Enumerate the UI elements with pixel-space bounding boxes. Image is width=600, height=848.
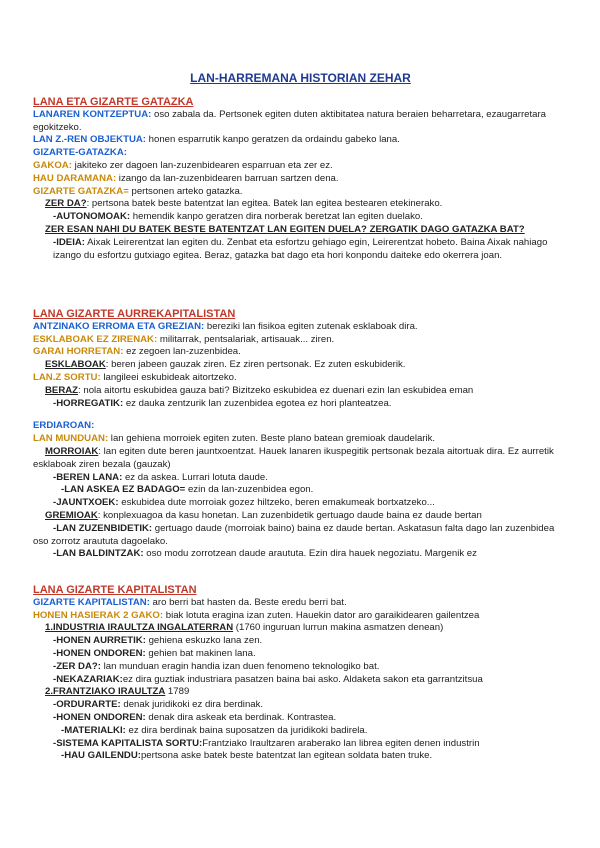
text: biak lotuta eragina izan zuten. Hauekin dator aro garaikidearen gailentzea — [163, 609, 480, 621]
text: oso modu zorrotzean daude araututa. Ezin dira hauek negoziatu. Margenik ez — [143, 548, 477, 560]
paragraph — [33, 738, 568, 751]
text: militarrak, pentsalariak, artisauak... ziren. — [157, 333, 335, 345]
term: -JAUNTXOEK: — [53, 497, 119, 509]
text: oso zabala da. Pertsonek egiten duten aktibitatea natura beraien beharretara, ezaugarretara egokitzeko. — [33, 108, 547, 133]
text: pertsona aske batek beste batentzat lan egitean soldata baten truke. — [140, 750, 433, 762]
term: LAN.Z SORTU: — [33, 371, 101, 383]
text: : nola aitortu eskubidea gauza bati? Bizitzeko eskubidea ez duenari ezin lan eskubidea eman — [78, 384, 474, 396]
paragraph — [33, 237, 568, 263]
paragraph — [33, 420, 568, 433]
text: honen esparrutik kanpo geratzen da ordaindu gabeko lana. — [146, 134, 400, 146]
paragraph — [33, 699, 568, 712]
text: gertuago daude (morroiak baino) baina ez daude bertan. Askatasun falta dago lan zuzenbidea oso zorrotz araututa dagoelako. — [33, 522, 555, 547]
term: GIZARTE-GATAZKA: — [33, 147, 127, 159]
term: -SISTEMA KAPITALISTA SORTU: — [53, 737, 203, 749]
text: ez da askea. Lurrari lotuta daude. — [122, 471, 268, 483]
term: GIZARTE KAPITALISTAN: — [33, 596, 150, 608]
text: : beren jabeen gauzak ziren. Ez ziren pertsonak. Ez zuten eskubiderik. — [105, 359, 406, 371]
section-heading: LANA GIZARTE AURREKAPITALISTAN — [33, 308, 236, 320]
term: MORROIAK — [45, 445, 99, 457]
question: ZER ESAN NAHI DU BATEK BESTE BATENTZAT LAN EGITEN DUELA? ZERGATIK DAGO GATAZKA BAT? — [45, 223, 525, 235]
paragraph — [33, 198, 568, 211]
paragraph — [33, 635, 568, 648]
term: BERAZ — [45, 384, 79, 396]
term: -ZER DA?: — [53, 660, 101, 672]
paragraph — [33, 385, 568, 398]
term: ZER DA? — [45, 198, 87, 210]
text: : konplexuagoa da kasu honetan. Lan zuzenbidetik gertuago daude baina ez daude bertan — [97, 509, 482, 521]
paragraph — [33, 372, 568, 385]
paragraph — [33, 334, 568, 347]
paragraph — [33, 674, 568, 687]
section-lana-eta-gizarte-gatazka — [33, 96, 568, 262]
term: LANAREN KONTZEPTUA: — [33, 108, 152, 120]
term: -HONEN ONDOREN: — [53, 711, 146, 723]
term: -HORREGATIK: — [53, 397, 124, 409]
paragraph — [33, 497, 568, 510]
term: -LAN ZUZENBIDETIK: — [53, 522, 153, 534]
text: bereziki lan fisikoa egiten zutenak esklaboak dira. — [204, 320, 418, 332]
paragraph — [33, 510, 568, 523]
term: GREMIOAK — [45, 509, 98, 521]
term: -NEKAZARIAK: — [53, 673, 123, 685]
paragraph — [33, 186, 568, 199]
paragraph — [33, 597, 568, 610]
term: -HONEN ONDOREN: — [53, 647, 146, 659]
paragraph — [33, 648, 568, 661]
text: Aixak Leirerentzat lan egiten du. Zenbat eta esfortzu gehiago egin, Leirerentzat hobeto. Baina Aixak nahiago izango du esfortzu gutxiago egitea. Beraz, gatazka bat dago eta hori konpondu daiteke edo okerrera joan. — [53, 236, 548, 261]
text: 1789 — [165, 686, 190, 698]
term: 2.FRANTZIAKO IRAULTZA — [45, 686, 166, 698]
page-title: LAN-HARREMANA HISTORIAN ZEHAR — [190, 71, 411, 85]
term: HAU DARAMANA: — [33, 172, 117, 184]
text: ez dauka zentzurik lan zuzenbidea egotea ez hori planteatzea. — [123, 397, 392, 409]
term: -ORDURARTE: — [53, 699, 121, 711]
text: jakiteko zer dagoen lan-zuzenbidearen esparruan eta zer ez. — [71, 159, 333, 171]
text: eskubidea dute morroiak gozez hiltzeko, beren emakumeak bortxatzeko... — [118, 497, 435, 509]
paragraph — [33, 346, 568, 359]
paragraph — [33, 433, 568, 446]
term: LAN MUNDUAN: — [33, 433, 109, 445]
term: ANTZINAKO ERROMA ETA GREZIAN: — [33, 320, 205, 332]
paragraph — [33, 548, 568, 561]
paragraph — [33, 750, 568, 763]
text: : lan egiten dute beren jauntxoentzat. Hauek lanaren ikuspegitik pertsonak bezala aitortuak dira. Ez aurretik esklaboak ziren bezala (gauzak) — [33, 445, 554, 470]
paragraph — [33, 661, 568, 674]
term: GARAI HORRETAN: — [33, 346, 124, 358]
term: -AUTONOMOAK: — [53, 211, 131, 223]
paragraph — [33, 134, 568, 147]
text: : pertsona batek beste batentzat lan egitea. Batek lan egitea bestearen etekinerako. — [86, 198, 443, 210]
text: denak juridikoki ez dira berdinak. — [120, 699, 264, 711]
paragraph — [33, 147, 568, 160]
section-heading: LANA GIZARTE KAPITALISTAN — [33, 584, 197, 596]
text: (1760 inguruan lurrun makina asmatzen denean) — [233, 622, 444, 634]
paragraph — [33, 725, 568, 738]
paragraph — [33, 686, 568, 699]
text: Frantziako Iraultzaren araberako lan librea egiten denen industrin — [202, 737, 480, 749]
paragraph — [33, 211, 568, 224]
paragraph — [33, 472, 568, 485]
paragraph — [33, 712, 568, 725]
section-heading: LANA ETA GIZARTE GATAZKA — [33, 96, 194, 108]
text: izango da lan-zuzenbidearen barruan sartzen dena. — [116, 172, 339, 184]
text: langileei eskubideak aitortzeko. — [100, 371, 237, 383]
term: ESKLABOAK EZ ZIRENAK: — [33, 333, 158, 345]
paragraph — [33, 109, 568, 135]
paragraph — [33, 446, 568, 472]
term: HONEN HASIERAK 2 GAKO: — [33, 609, 164, 621]
term: -IDEIA: — [53, 236, 85, 248]
term: GIZARTE GATAZKA= — [33, 185, 129, 197]
term: -BEREN LANA: — [53, 471, 123, 483]
text: ezin da lan-zuzenbidea egon. — [185, 484, 314, 496]
section-gizarte-aurrekapitalista — [33, 308, 568, 561]
text: pertsonen arteko gatazka. — [128, 185, 243, 197]
paragraph — [33, 398, 568, 411]
text: lan gehiena morroiek egiten zuten. Beste plano batean gremioak daudelarik. — [108, 433, 436, 445]
term: -MATERIALKI: — [61, 724, 126, 736]
text: gehien bat makinen lana. — [145, 647, 256, 659]
text: gehiena eskuzko lana zen. — [145, 635, 263, 647]
term: 1.INDUSTRIA IRAULTZA INGALATERRAN — [45, 622, 234, 634]
paragraph — [33, 610, 568, 623]
term: LAN Z.-REN OBJEKTUA: — [33, 134, 146, 146]
paragraph — [33, 484, 568, 497]
term: -LAN ASKEA EZ BADAGO= — [61, 484, 186, 496]
paragraph — [33, 321, 568, 334]
paragraph — [33, 622, 568, 635]
term: ERDIAROAN: — [33, 420, 95, 432]
text: ez dira guztiak industriara pasatzen baina bai asko. Aldaketa sakon eta garrantzitsua — [122, 673, 483, 685]
text: ez dira berdinak baina suposatzen da juridikoki badirela. — [125, 724, 368, 736]
term: -LAN BALDINTZAK: — [53, 548, 144, 560]
paragraph — [33, 173, 568, 186]
term: GAKOA: — [33, 159, 72, 171]
term: ESKLABOAK — [45, 359, 106, 371]
paragraph — [33, 160, 568, 173]
paragraph — [33, 523, 568, 549]
text: denak dira askeak eta berdinak. Kontrastea. — [145, 711, 337, 723]
text: ez zegoen lan-zuzenbidea. — [123, 346, 241, 358]
term: -HAU GAILENDU: — [61, 750, 141, 762]
text: hemendik kanpo geratzen dira norberak beretzat lan egiten duelako. — [130, 211, 423, 223]
section-gizarte-kapitalista — [33, 584, 568, 763]
text: lan munduan eragin handia izan duen fenomeno teknologiko bat. — [100, 660, 380, 672]
term: -HONEN AURRETIK: — [53, 635, 146, 647]
paragraph — [33, 224, 568, 237]
paragraph — [33, 359, 568, 372]
text: aro berri bat hasten da. Beste eredu berri bat. — [149, 596, 347, 608]
